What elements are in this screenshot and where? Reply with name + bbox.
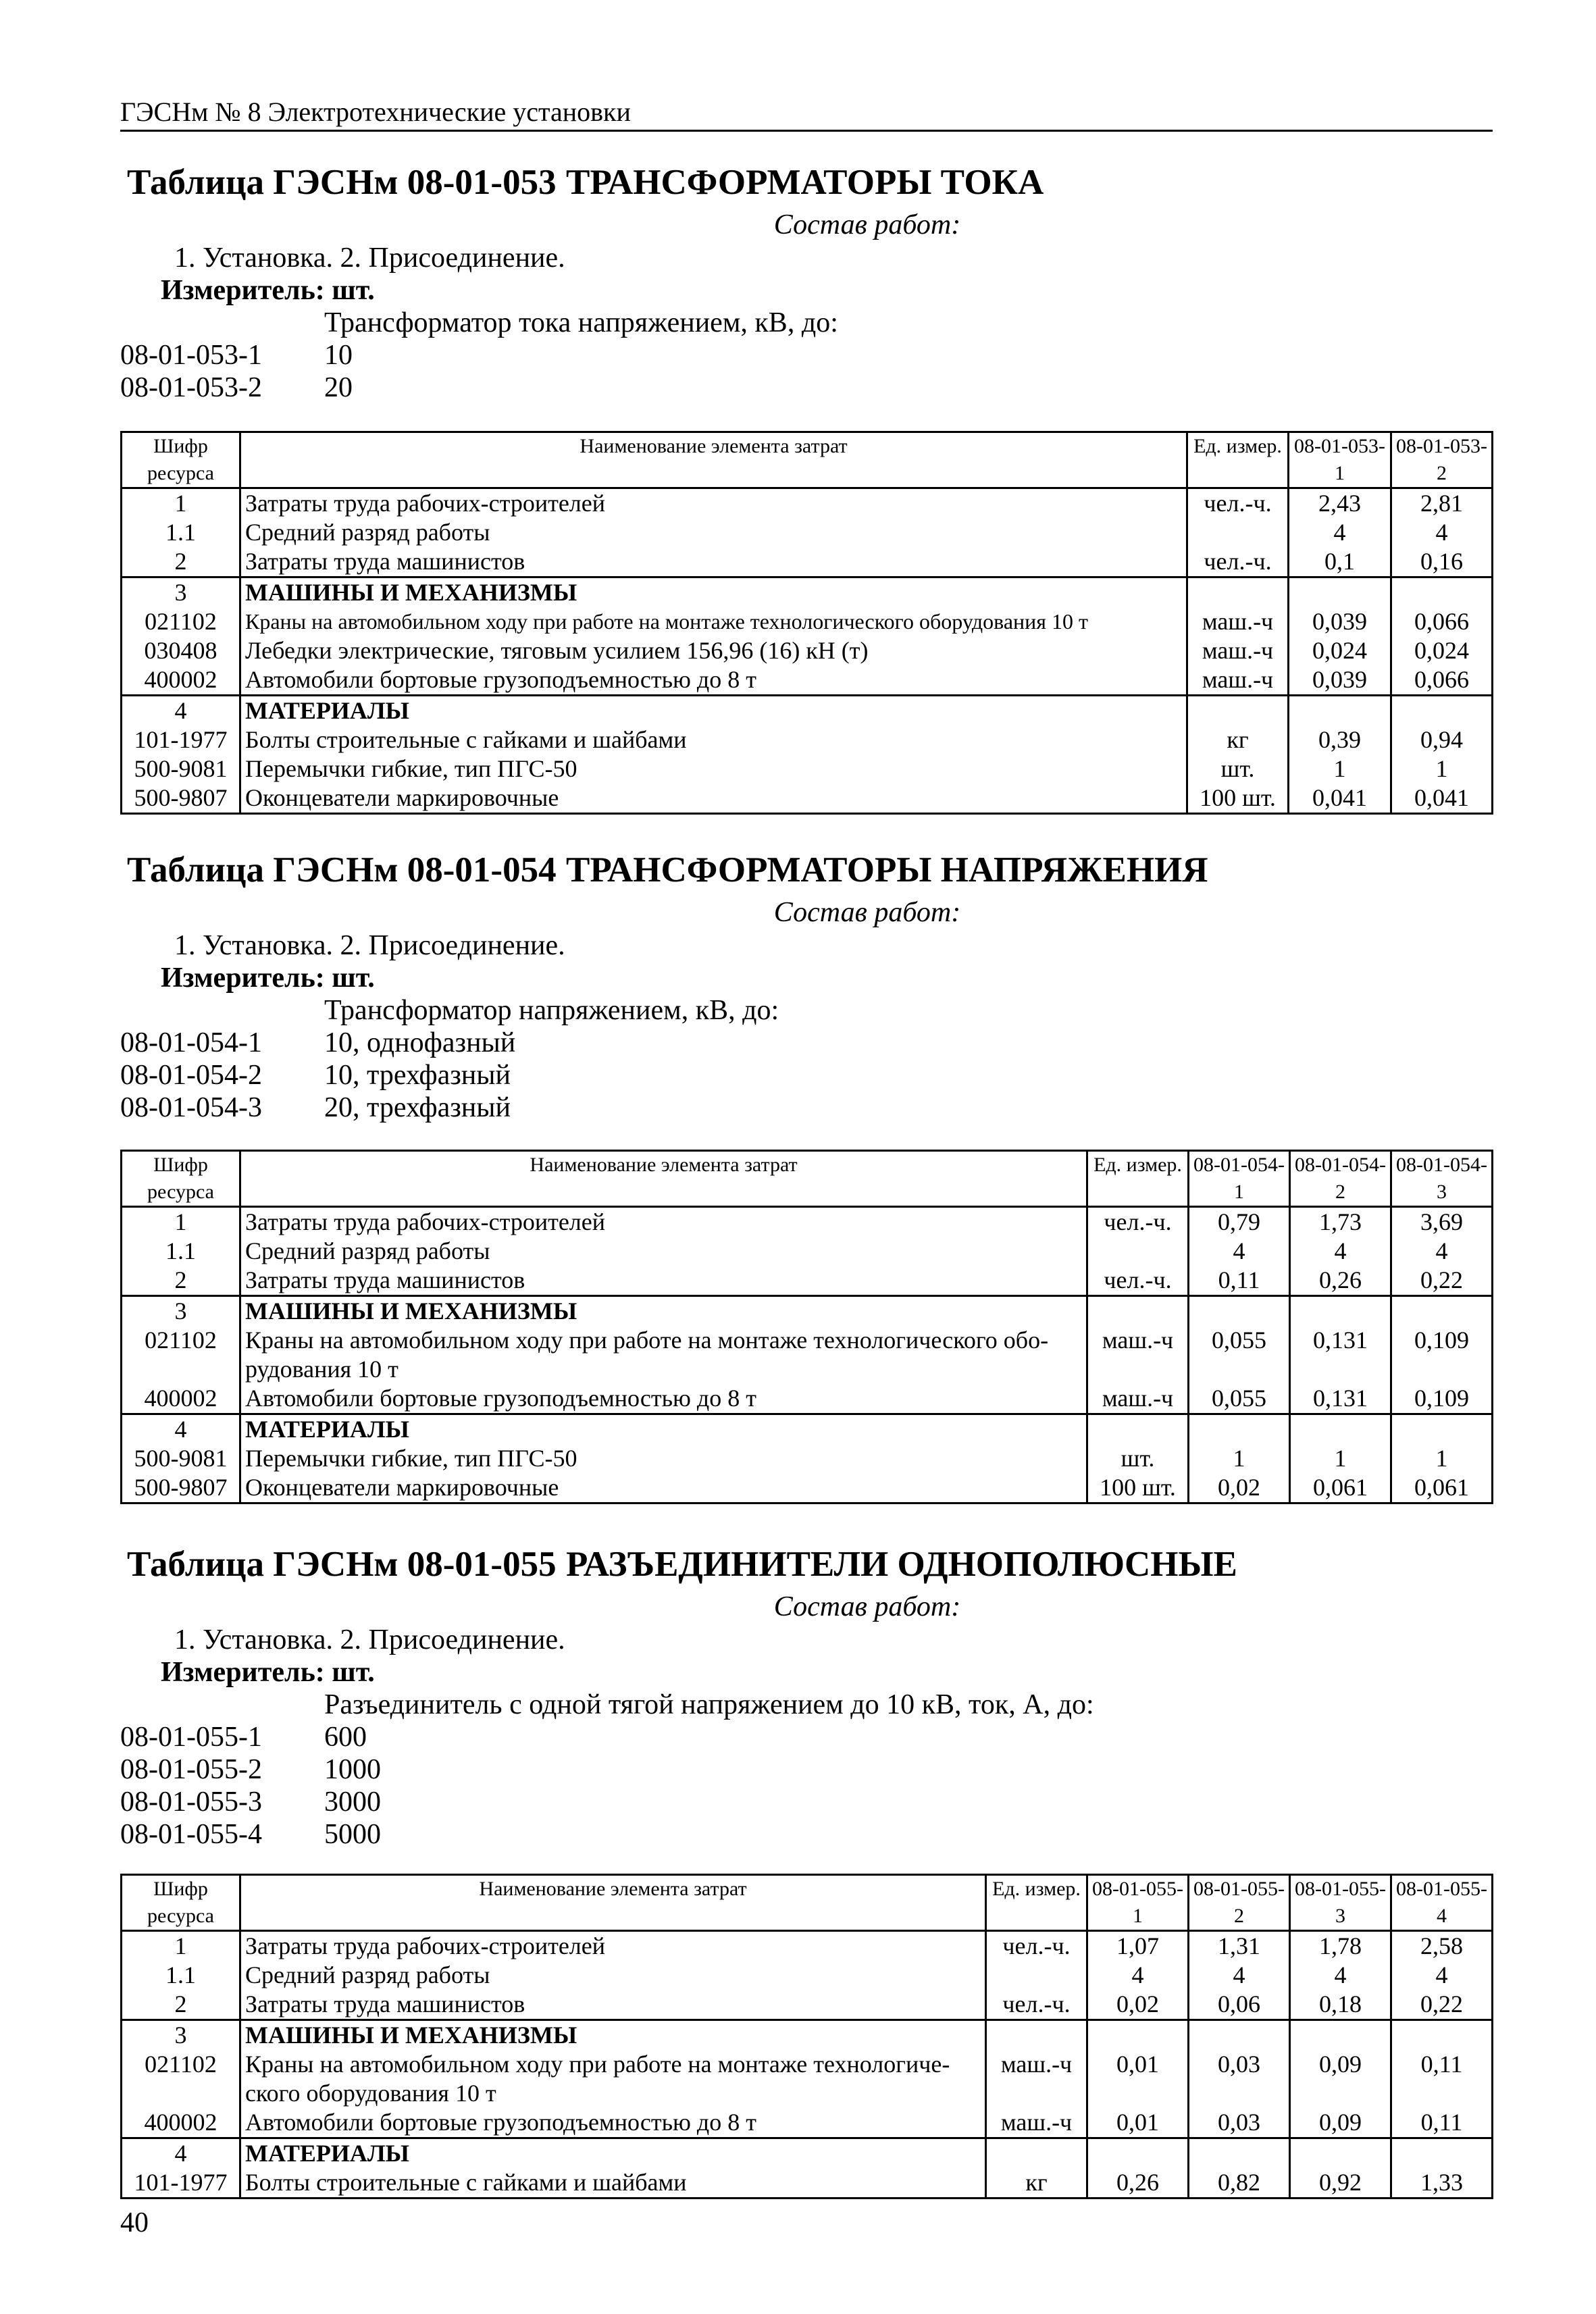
col-header-code: Шифр ресурса <box>122 1151 240 1207</box>
table-row: 101-1977 Болты строительные с гайками и шайбами кг 0,39 0,94 <box>122 725 1493 754</box>
variant-description: Трансформатор тока напряжением, кВ, до: <box>324 307 838 338</box>
section-08-01-055 <box>120 1539 1493 1851</box>
table-row: 400002 Автомобили бортовые грузоподъемностью до 8 т маш.-ч 0,01 0,03 0,09 0,11 <box>122 2108 1493 2138</box>
variant-row: 08-01-055-3 3000 <box>120 1786 381 1818</box>
table-row: 4 МАТЕРИАЛЫ <box>122 2138 1493 2169</box>
col-header-variant: 08-01-055-3 <box>1290 1875 1391 1931</box>
variant-row: 08-01-053-2 20 <box>120 372 353 403</box>
table-row: 2 Затраты труда машинистов чел.-ч. 0,11 0,26 0,22 <box>122 1266 1493 1296</box>
table-row: 101-1977 Болты строительные с гайками и шайбами кг 0,26 0,82 0,92 1,33 <box>122 2168 1493 2199</box>
col-header-unit: Ед. измер. <box>1087 1151 1189 1207</box>
col-header-variant: 08-01-053-2 <box>1396 435 1487 484</box>
variant-row: 08-01-055-4 5000 <box>120 1819 381 1850</box>
col-header-name: Наименование элемента затрат <box>240 432 1187 488</box>
col-header-variant: 08-01-055-2 <box>1189 1875 1290 1931</box>
col-header-unit: Ед. измер. <box>1187 432 1289 488</box>
table-row: 1.1 Средний разряд работы 4 4 4 <box>122 1237 1493 1266</box>
variant-row: 08-01-054-3 20, трехфазный <box>120 1092 511 1123</box>
table-title: ТРАНСФОРМАТОРЫ НАПРЯЖЕНИЯ <box>566 850 1208 890</box>
sostav-label: Состав работ: <box>773 1591 961 1622</box>
variant-row: 08-01-054-2 10, трехфазный <box>120 1060 511 1091</box>
table-row: 3 МАШИНЫ И МЕХАНИЗМЫ <box>122 2020 1493 2051</box>
table-row: 500-9807 Оконцеватели маркировочные 100 шт. 0,02 0,061 0,061 <box>122 1473 1493 1503</box>
col-header-variant: 08-01-054-2 <box>1290 1151 1391 1207</box>
table-title: ТРАНСФОРМАТОРЫ ТОКА <box>566 163 1044 202</box>
col-header-variant: 08-01-055-4 <box>1396 1878 1487 1927</box>
measure-text: Измеритель: шт. <box>161 962 375 994</box>
col-header-code: Шифр ресурса <box>122 1875 240 1931</box>
table-row: 2 Затраты труда машинистов чел.-ч. 0,02 0,06 0,18 0,22 <box>122 1990 1493 2020</box>
table-row: 3 МАШИНЫ И МЕХАНИЗМЫ <box>122 1296 1493 1327</box>
works-text: 1. Установка. 2. Присоединение. <box>174 930 565 961</box>
page-number: 40 <box>120 2207 149 2238</box>
sostav-label: Состав работ: <box>773 897 961 928</box>
section-08-01-053 <box>120 157 1493 404</box>
resource-table-053 <box>120 431 1493 815</box>
variant-row: 08-01-053-1 10 <box>120 340 353 371</box>
table-row: 021102 Краны на автомобильном ходу при работе на монтаже технологиче-ского оборудования 10 т маш.-ч 0,01 0,03 0,09 0,11 <box>122 2050 1493 2108</box>
table-row: 400002 Автомобили бортовые грузоподъемностью до 8 т маш.-ч 0,039 0,066 <box>122 665 1493 696</box>
col-header-variant: 08-01-053-1 <box>1289 432 1391 488</box>
col-header-variant: 08-01-055-1 <box>1087 1875 1189 1931</box>
table-row: 400002 Автомобили бортовые грузоподъемностью до 8 т маш.-ч 0,055 0,131 0,109 <box>122 1384 1493 1414</box>
variant-description: Разъединитель с одной тягой напряжением до 10 кВ, ток, А, до: <box>324 1689 1094 1720</box>
table-row: 1.1 Средний разряд работы 4 4 <box>122 518 1493 547</box>
section-title <box>120 844 1493 896</box>
section-title <box>120 157 1493 208</box>
table-row: 030408 Лебедки электрические, тяговым усилием 156,96 (16) кН (т) маш.-ч 0,024 0,024 <box>122 636 1493 665</box>
table-row: 021102 Краны на автомобильном ходу при работе на монтаже технологического оборудования 10 т маш.-ч 0,039 0,066 <box>122 607 1493 636</box>
table-row: 500-9081 Перемычки гибкие, тип ПГС-50 шт. 1 1 1 <box>122 1444 1493 1473</box>
resource-table-055 <box>120 1874 1493 2199</box>
table-header-row <box>122 1151 1493 1207</box>
table-label: Таблица ГЭСНм 08-01-053 <box>127 163 557 202</box>
table-row: 1.1 Средний разряд работы 4 4 4 4 <box>122 1961 1493 1990</box>
table-header-row <box>122 432 1493 488</box>
sostav-label: Состав работ: <box>773 209 961 240</box>
table-row: 4 МАТЕРИАЛЫ <box>122 1414 1493 1445</box>
table-row: 2 Затраты труда машинистов чел.-ч. 0,1 0,16 <box>122 547 1493 577</box>
col-header-variant: 08-01-054-1 <box>1189 1151 1290 1207</box>
variant-row: 08-01-055-1 600 <box>120 1722 367 1753</box>
table-row: 4 МАТЕРИАЛЫ <box>122 696 1493 726</box>
running-header: ГЭСНм № 8 Электротехнические установки <box>120 95 1493 132</box>
table-title: РАЗЪЕДИНИТЕЛИ ОДНОПОЛЮСНЫЕ <box>566 1545 1237 1584</box>
variant-description: Трансформатор напряжением, кВ, до: <box>324 995 779 1026</box>
table-row: 500-9081 Перемычки гибкие, тип ПГС-50 шт. 1 1 <box>122 754 1493 783</box>
col-header-name: Наименование элемента затрат <box>240 1151 1087 1207</box>
col-header-name: Наименование элемента затрат <box>240 1875 986 1931</box>
table-label: Таблица ГЭСНм 08-01-055 <box>127 1545 557 1584</box>
table-row: 500-9807 Оконцеватели маркировочные 100 шт. 0,041 0,041 <box>122 783 1493 814</box>
col-header-variant: 08-01-054-3 <box>1396 1154 1487 1203</box>
measure-text: Измеритель: шт. <box>161 1657 375 1688</box>
section-title <box>120 1539 1493 1590</box>
resource-table-054 <box>120 1150 1493 1504</box>
table-row: 1 Затраты труда рабочих-строителей чел.-ч. 0,79 1,73 3,69 <box>122 1207 1493 1237</box>
col-header-code: Шифр ресурса <box>122 432 240 488</box>
col-header-unit: Ед. измер. <box>986 1875 1087 1931</box>
section-08-01-054 <box>120 844 1493 1124</box>
works-text: 1. Установка. 2. Присоединение. <box>174 242 565 274</box>
table-row: 1 Затраты труда рабочих-строителей чел.-ч. 2,43 2,81 <box>122 488 1493 519</box>
works-text: 1. Установка. 2. Присоединение. <box>174 1624 565 1655</box>
measure-text: Измеритель: шт. <box>161 275 375 306</box>
table-row: 3 МАШИНЫ И МЕХАНИЗМЫ <box>122 577 1493 608</box>
variant-row: 08-01-054-1 10, однофазный <box>120 1027 516 1058</box>
variant-row: 08-01-055-2 1000 <box>120 1754 381 1785</box>
table-label: Таблица ГЭСНм 08-01-054 <box>127 850 557 890</box>
table-row: 021102 Краны на автомобильном ходу при работе на монтаже технологического обо-рудования 10 т маш.-ч 0,055 0,131 0,109 <box>122 1326 1493 1384</box>
table-header-row <box>122 1875 1493 1931</box>
table-row: 1 Затраты труда рабочих-строителей чел.-ч. 1,07 1,31 1,78 2,58 <box>122 1931 1493 1961</box>
